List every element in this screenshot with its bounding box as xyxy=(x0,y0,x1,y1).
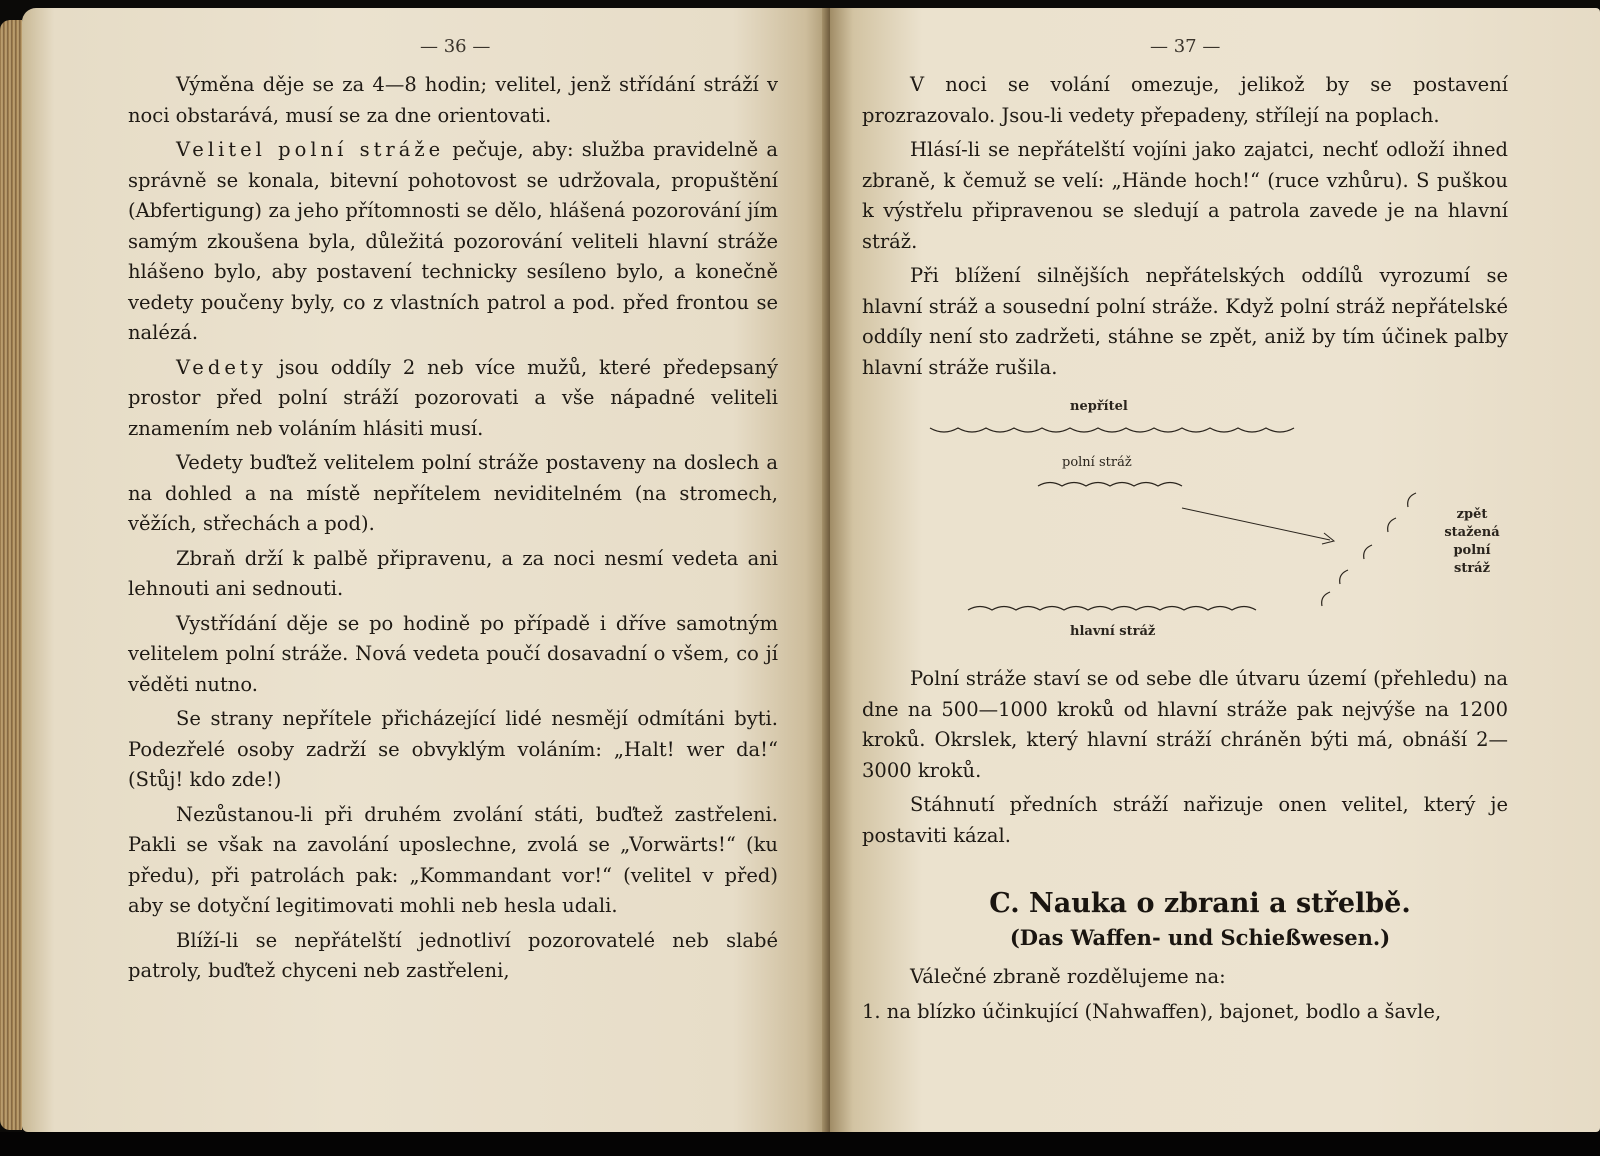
paragraph: Blíží-li se nepřátelští jednotliví pozorovatelé neb slabé patroly, buďtež chyceni neb zastřeleni, xyxy=(128,928,778,982)
paragraph: Výměna děje se za 4—8 hodin; velitel, jenž střídání stráží v noci obstarává, musí se za dne orientovati. xyxy=(128,73,778,127)
paragraph: Stáhnutí předních stráží nařizuje onen velitel, který je postaviti kázal. xyxy=(862,793,1508,847)
left-page-text xyxy=(128,70,778,991)
withdrawn-label-4: stráž xyxy=(1454,561,1490,576)
right-page-text-top xyxy=(862,70,1508,387)
main-guard-label: hlavní stráž xyxy=(1070,624,1156,639)
withdrawn-label-1: zpět xyxy=(1456,507,1488,522)
section-subtitle: (Das Waffen- und Schießwesen.) xyxy=(1009,925,1391,950)
paragraph: Vedety jsou oddíly 2 neb více mužů, které předepsaný prostor před polní stráží pozorovati a vše nápadné veliteli znamením neb voláním hlásiti musí. xyxy=(128,355,778,440)
withdraw-arrow xyxy=(1182,508,1330,540)
paragraph: Vystřídání děje se po hodině po případě i dříve samotným velitelem polní stráže. Nová vedeta poučí dosavadní o všem, co jí věděti nutno. xyxy=(128,611,778,696)
list-item: 1. na blízko účinkující (Nahwaffen), bajonet, bodlo a šavle, xyxy=(862,999,1442,1023)
paragraph: V noci se volání omezuje, jelikož by se postavení prozrazovalo. Jsou-li vedety přepadeny, střílejí na poplach. xyxy=(862,73,1508,127)
withdrawn-label-2: stažená xyxy=(1444,525,1500,540)
section-title: C. Nauka o zbrani a střelbě. xyxy=(989,888,1411,919)
right-page-text-bottom xyxy=(862,664,1508,855)
bottom-shadow xyxy=(0,1132,1600,1156)
right-page-text-section xyxy=(862,962,1508,1031)
paragraph: Při blížení silnějších nepřátelských oddílů vyrozumí se hlavní stráž a sousední polní stráže. Když polní stráž nepřátelské oddíly není sto zadržeti, stáhne se zpět, aniž by tím účinek palby hlavní stráže rušila. xyxy=(862,264,1508,379)
book-edge xyxy=(0,20,22,1130)
guard-positions-diagram xyxy=(920,390,1550,650)
intro-line: Válečné zbraně rozdělujeme na: xyxy=(910,965,1226,988)
withdrawn-label-3: polní xyxy=(1453,543,1491,558)
main-guard-line xyxy=(968,607,1256,611)
paragraph: Velitel polní stráže pečuje, aby: služba pravidelně a správně se konala, bitevní pohotovost se udržovala, propuštění (Abfertigung) za jeho přítomnosti se dělo, hlášená pozorování jím samým zkoušena byla, důležitá pozorování veliteli hlavní stráže hlášeno bylo, aby postavení technicky sesíleno bylo, a konečně vedety poučeny byly, co z vlastních patrol a pod. před frontou se nalézá. xyxy=(128,138,778,344)
paragraph: Vedety buďtež velitelem polní stráže postaveny na doslech a na dohled a na místě nepřítelem neviditelném (na stromech, věžích, střechách a pod). xyxy=(128,451,778,535)
left-page-number: — 36 — xyxy=(420,36,491,57)
field-guard-label: polní stráž xyxy=(1062,455,1132,470)
enemy-label: nepřítel xyxy=(1070,399,1128,414)
paragraph: Hlásí-li se nepřátelští vojíni jako zajatci, nechť odloží ihned zbraně, k čemuž se velí: „Hände hoch!“ (ruce vzhůru). S puškou k výstřelu připravenou se sledují a patrola zavede je na hlavní stráž. xyxy=(862,138,1508,253)
right-page-number: — 37 — xyxy=(1150,36,1221,57)
paragraph: Se strany nepřítele přicházející lidé nesmějí odmítáni byti. Podezřelé osoby zadrží se obvyklým voláním: „Halt! wer da!“ (Stůj! kdo zde!) xyxy=(128,707,778,791)
field-guard-line xyxy=(1038,483,1182,487)
enemy-line xyxy=(930,428,1294,432)
paragraph: Polní stráže staví se od sebe dle útvaru území (přehledu) na dne na 500—1000 kroků od hlavní stráže pak nejvýše na 1200 kroků. Okrslek, který hlavní stráží chráněn býti má, obnáší 2—3000 kroků. xyxy=(862,667,1508,782)
withdrawn-guard-line xyxy=(1322,493,1416,606)
paragraph: Zbraň drží k palbě připravenu, a za noci nesmí vedeta ani lehnouti ani sednouti. xyxy=(128,546,778,600)
paragraph: Nezůstanou-li při druhém zvolání státi, buďtež zastřeleni. Pakli se však na zavolání uposlechne, zvolá se „Vorwärts!“ (ku předu), při patrolách pak: „Kommandant vor!“ (velitel v před) aby se dotyční legitimovati mohli neb hesla udali. xyxy=(128,802,778,917)
